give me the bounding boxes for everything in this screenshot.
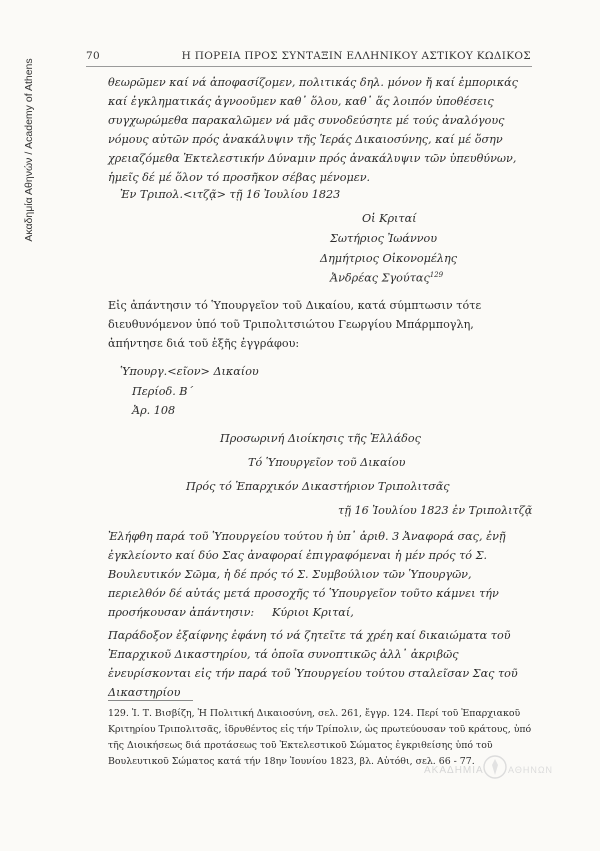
page-number: 70: [86, 50, 100, 62]
sidebar-text: Ακαδημία Αθηνών / Academy of Athens: [23, 58, 35, 242]
watermark-left: ΑΚΑΔΗΜΙΑ: [424, 765, 484, 776]
watermark-right: ΑΘΗΝΩΝ: [508, 765, 554, 775]
date-line: Ἐν Τριπολ.<ιτζᾷ> τῇ 16 Ἰουλίου 1823: [120, 188, 341, 201]
running-title: Η ΠΟΡΕΙΑ ΠΡΟΣ ΣΥΝΤΑΞΙΝ ΕΛΛΗΝΙΚΟΥ ΑΣΤΙΚΟΥ ΚΩΔΙΚΟΣ: [181, 50, 531, 62]
number-ref: Ἀρ. 108: [132, 404, 176, 417]
academy-seal-icon: [482, 754, 508, 780]
footnote-129: 129. Ἰ. Τ. Βισβίζη, Ἡ Πολιτική Δικαιοσύνη, σελ. 261, ἔγγρ. 124. Περί τοῦ Ἐπαρχιακοῦ Κριτηρίου Τριπολιτσᾶς, ἱδρυθέντος εἰς τήν Τρίπολιν, ὡς πρωτεύουσαν τοῦ κράτους, ὑπό τῆς Διοικήσεως διά προτάσεως τοῦ Ἐκτελεστικοῦ Σώματος ἐγκριθείσης ὑπό τοῦ Βουλευτικοῦ Σώματος κατά τήν 18ην Ἰουνίου 1823, βλ. Αὐτόθι, σελ. 66 - 77.: [108, 708, 532, 767]
footnote-ref-129: 129: [429, 271, 444, 279]
paragraph-letter-end: θεωρῶμεν καί νά ἀποφασίζομεν, πολιτικάς δηλ. μόνον ἤ καί ἐμπορικάς καί ἐγκληματικάς ἀγνοοῦμεν καθ᾽ ὅλου, καθ᾽ ἅς λοιπόν ὑποθέσεις συγχωρώμεθα παρακαλῶμεν νά μᾶς συνοδεύσητε μέ τούς ἀναλόγους νόμους αὐτῶν πρός ἀνακάλυψιν τῆς Ἱεράς Δικαιοσύνης, καί μέ ὅσην χρειαζόμεθα Ἐκτελεστικήν Δύναμιν πρός ἀνακάλυψιν τῶν ὑπευθύνων, ἡμεῖς δέ μέ ὅλον τό προσῆκον σέβας μένομεν.: [108, 76, 518, 184]
signatory-title: Οἱ Κριταί: [362, 212, 417, 225]
date-line-2: τῇ 16 Ἰουλίου 1823 ἐν Τριπολιτζᾷ: [338, 504, 533, 517]
heading-ministry: Τό Ὑπουργεῖον τοῦ Δικαίου: [248, 456, 406, 469]
footnote-rule: [108, 700, 193, 701]
paragraph-response: Παράδοξον ἐξαίφνης ἐφάνη τό νά ζητεῖτε τά χρέη καί δικαιώματα τοῦ Ἐπαρχικοῦ Δικαστηρίου, τά ὁποῖα συνοπτικῶς ἀλλ᾽ ἀκριβῶς ἐνευρίσκονται εἰς τήν παρά τοῦ Ὑπουργείου τούτου σταλεῖσαν Σας τοῦ Δικαστηρίου: [108, 629, 518, 699]
page-header: [86, 50, 531, 62]
paragraph-receipt: Ἐλήφθη παρά τοῦ Ὑπουργείου τούτου ἡ ὑπ᾽ ἀριθ. 3 Ἀναφορά σας, ἐνῇ ἐγκλείοντο καί δύο Σας ἀναφοραί ἐπιγραφόμεναι ἡ μέν πρός τό Σ. Βουλευτικόν Σῶμα, ἡ δέ πρός τό Σ. Συμβούλιον τῶν Ὑπουργῶν, περιελθόν δέ αὐτάς μετά προσοχῆς τό Ὑπουργεῖον τοῦτο κάμνει τήν προσήκουσαν ἀπάντησιν:: [108, 530, 506, 619]
signatory-2: Δημήτριος Οἰκονομέλης: [320, 252, 457, 265]
heading-government: Προσωρινή Διοίκησις τῆς Ἑλλάδος: [220, 432, 421, 445]
archive-sidebar-label: [20, 30, 38, 270]
period-ref: Περίοδ. Β´: [132, 385, 194, 398]
heading-court: Πρός τό Ἐπαρχικόν Δικαστήριον Τριπολιτσᾶς: [186, 480, 450, 493]
header-rule: [86, 66, 532, 67]
ministry-ref: Ὑπουργ.<εῖον> Δικαίου: [120, 365, 259, 378]
salutation: Κύριοι Κριταί,: [272, 606, 354, 619]
signatory-3-name: Ἀνδρέας Σγούτας: [330, 271, 430, 285]
signatory-1: Σωτήριος Ἰωάννου: [330, 232, 438, 245]
paragraph-reply-intro: Εἰς ἀπάντησιν τό Ὑπουργεῖον τοῦ Δικαίου, κατά σύμπτωσιν τότε διευθυνόμενον ὑπό τοῦ Τριπολιτσιώτου Γεωργίου Μπάρμπογλη, ἀπήντησε διά τοῦ ἑξῆς ἐγγράφου:: [108, 299, 482, 350]
signatory-3: [330, 271, 443, 285]
